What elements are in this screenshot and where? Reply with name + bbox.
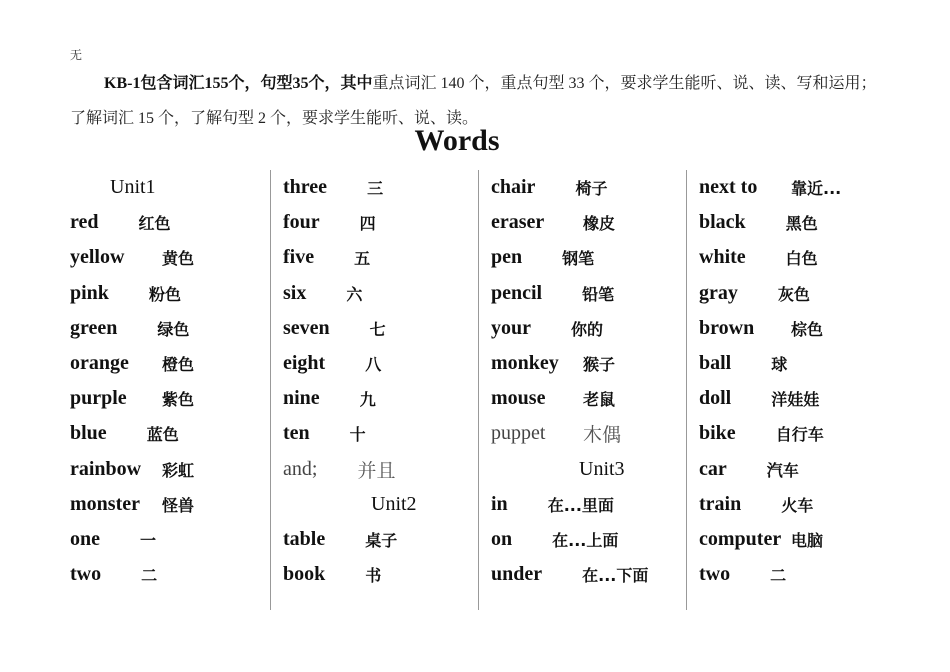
chinese-meaning: 灰色 — [777, 284, 810, 304]
english-word: doll — [699, 387, 732, 410]
english-word: car — [699, 457, 727, 480]
word-row — [70, 346, 270, 381]
word-row — [491, 522, 686, 557]
chinese-meaning: 桌子 — [365, 530, 398, 550]
word-table — [62, 170, 894, 610]
word-column-1 — [62, 170, 270, 610]
english-word: computer — [699, 527, 782, 550]
word-row — [70, 557, 270, 592]
unit-heading-text: Unit2 — [371, 492, 417, 515]
chinese-meaning: 木偶 — [583, 424, 622, 447]
word-row — [70, 522, 270, 557]
word-row — [699, 381, 894, 416]
word-row — [70, 452, 270, 487]
word-row — [491, 311, 686, 346]
word-row — [699, 240, 894, 275]
word-row — [491, 276, 686, 311]
chinese-meaning: 球 — [771, 355, 788, 375]
chinese-meaning: 橡皮 — [583, 214, 616, 234]
chinese-meaning: 火车 — [781, 495, 814, 515]
word-row — [491, 170, 686, 205]
chinese-meaning: 书 — [365, 566, 382, 586]
chinese-meaning: 铅笔 — [582, 284, 615, 304]
word-row — [70, 311, 270, 346]
word-row — [70, 381, 270, 416]
chinese-meaning: 一 — [140, 530, 157, 550]
english-word: table — [283, 527, 326, 550]
english-word: pink — [70, 281, 109, 304]
english-word: eraser — [491, 211, 545, 234]
english-word: yellow — [70, 246, 125, 269]
unit-heading — [283, 487, 478, 522]
chinese-meaning: 七 — [369, 319, 386, 339]
chinese-meaning: 在...上面 — [552, 530, 619, 550]
word-row — [283, 452, 478, 487]
english-word: monkey — [491, 352, 559, 375]
word-row — [699, 452, 894, 487]
word-row — [70, 240, 270, 275]
english-word: pen — [491, 246, 523, 269]
chinese-meaning: 五 — [354, 249, 371, 269]
word-row — [283, 522, 478, 557]
english-word: and; — [283, 457, 318, 480]
english-word: seven — [283, 316, 330, 339]
chinese-meaning: 在...下面 — [582, 566, 649, 586]
english-word: five — [283, 246, 315, 269]
english-word: nine — [283, 387, 320, 410]
english-word: book — [283, 563, 326, 586]
chinese-meaning: 十 — [349, 425, 366, 445]
corner-note: 无 — [70, 48, 83, 62]
english-word: three — [283, 176, 328, 199]
english-word: eight — [283, 352, 326, 375]
english-word: orange — [70, 352, 129, 375]
english-word: ball — [699, 352, 732, 375]
word-row — [699, 170, 894, 205]
word-row — [283, 170, 478, 205]
chinese-meaning: 八 — [365, 355, 382, 375]
word-row — [699, 205, 894, 240]
unit-heading — [491, 452, 686, 487]
word-row — [699, 487, 894, 522]
unit-heading-text: Unit3 — [579, 457, 625, 480]
word-row — [283, 311, 478, 346]
word-row — [70, 416, 270, 451]
word-row — [70, 487, 270, 522]
chinese-meaning: 棕色 — [791, 319, 824, 339]
chinese-meaning: 猴子 — [583, 355, 616, 375]
english-word: pencil — [491, 281, 543, 304]
chinese-meaning: 九 — [359, 390, 376, 410]
chinese-meaning: 绿色 — [157, 319, 190, 339]
english-word: red — [70, 211, 99, 234]
chinese-meaning: 老鼠 — [583, 390, 616, 410]
english-word: bike — [699, 422, 736, 445]
word-row — [491, 205, 686, 240]
word-column-4 — [686, 170, 894, 610]
chinese-meaning: 你的 — [571, 319, 604, 339]
english-word: puppet — [491, 422, 546, 445]
unit-heading-text: Unit1 — [110, 176, 156, 199]
english-word: mouse — [491, 387, 546, 410]
english-word: ten — [283, 422, 310, 445]
chinese-meaning: 六 — [346, 284, 363, 304]
intro-bold-text: KB-1包含词汇155个，句型35个，其中 — [104, 75, 373, 92]
word-row — [491, 240, 686, 275]
english-word: in — [491, 492, 508, 515]
english-word: six — [283, 281, 307, 304]
word-row — [699, 276, 894, 311]
english-word: four — [283, 211, 320, 234]
unit-heading — [70, 170, 270, 205]
chinese-meaning: 并且 — [357, 459, 396, 482]
chinese-meaning: 在...里面 — [547, 495, 614, 515]
english-word: blue — [70, 422, 107, 445]
chinese-meaning: 二 — [141, 566, 158, 586]
english-word: two — [699, 563, 731, 586]
chinese-meaning: 白色 — [785, 249, 818, 269]
english-word: rainbow — [70, 457, 142, 480]
word-row — [70, 205, 270, 240]
chinese-meaning: 四 — [359, 214, 376, 234]
chinese-meaning: 黑色 — [785, 214, 818, 234]
word-row — [283, 557, 478, 592]
english-word: train — [699, 492, 742, 515]
english-word: chair — [491, 176, 536, 199]
chinese-meaning: 靠近... — [791, 179, 842, 199]
word-row — [699, 557, 894, 592]
english-word: two — [70, 563, 102, 586]
english-word: black — [699, 211, 746, 234]
english-word: brown — [699, 316, 755, 339]
word-row — [699, 346, 894, 381]
chinese-meaning: 椅子 — [575, 179, 608, 199]
word-row — [283, 346, 478, 381]
word-row — [699, 522, 894, 557]
chinese-meaning: 紫色 — [162, 390, 195, 410]
word-row — [491, 557, 686, 592]
chinese-meaning: 汽车 — [766, 460, 799, 480]
chinese-meaning: 电脑 — [791, 530, 824, 550]
chinese-meaning: 三 — [367, 179, 384, 199]
word-row — [491, 381, 686, 416]
english-word: your — [491, 316, 531, 339]
word-row — [283, 240, 478, 275]
chinese-meaning: 怪兽 — [162, 495, 195, 515]
chinese-meaning: 蓝色 — [146, 425, 179, 445]
chinese-meaning: 红色 — [138, 214, 171, 234]
word-row — [491, 487, 686, 522]
english-word: green — [70, 316, 118, 339]
english-word: purple — [70, 387, 127, 410]
word-row — [70, 276, 270, 311]
chinese-meaning: 粉色 — [148, 284, 181, 304]
word-row — [491, 416, 686, 451]
english-word: next to — [699, 176, 758, 199]
chinese-meaning: 黄色 — [162, 249, 195, 269]
english-word: on — [491, 527, 513, 550]
word-row — [491, 346, 686, 381]
chinese-meaning: 橙色 — [162, 355, 195, 375]
intro-normal-text: 重点词汇 140 个，重点句型 33 个，要求学生能听、说、读、写和运用；了解词汇 15 个，了解句型 2 个，要求学生能听、说、读。 — [70, 75, 877, 127]
chinese-meaning: 自行车 — [775, 425, 824, 445]
word-row — [699, 311, 894, 346]
chinese-meaning: 二 — [770, 566, 787, 586]
chinese-meaning: 彩虹 — [162, 460, 195, 480]
word-row — [283, 205, 478, 240]
english-word: under — [491, 563, 543, 586]
word-row — [699, 416, 894, 451]
english-word: gray — [699, 281, 738, 304]
english-word: one — [70, 527, 100, 550]
chinese-meaning: 洋娃娃 — [771, 390, 820, 410]
english-word: monster — [70, 492, 140, 515]
page-title: Words — [414, 124, 500, 157]
word-row — [283, 381, 478, 416]
word-row — [283, 276, 478, 311]
chinese-meaning: 钢笔 — [562, 249, 595, 269]
word-column-2 — [270, 170, 478, 610]
word-row — [283, 416, 478, 451]
word-column-3 — [478, 170, 686, 610]
english-word: white — [699, 246, 746, 269]
